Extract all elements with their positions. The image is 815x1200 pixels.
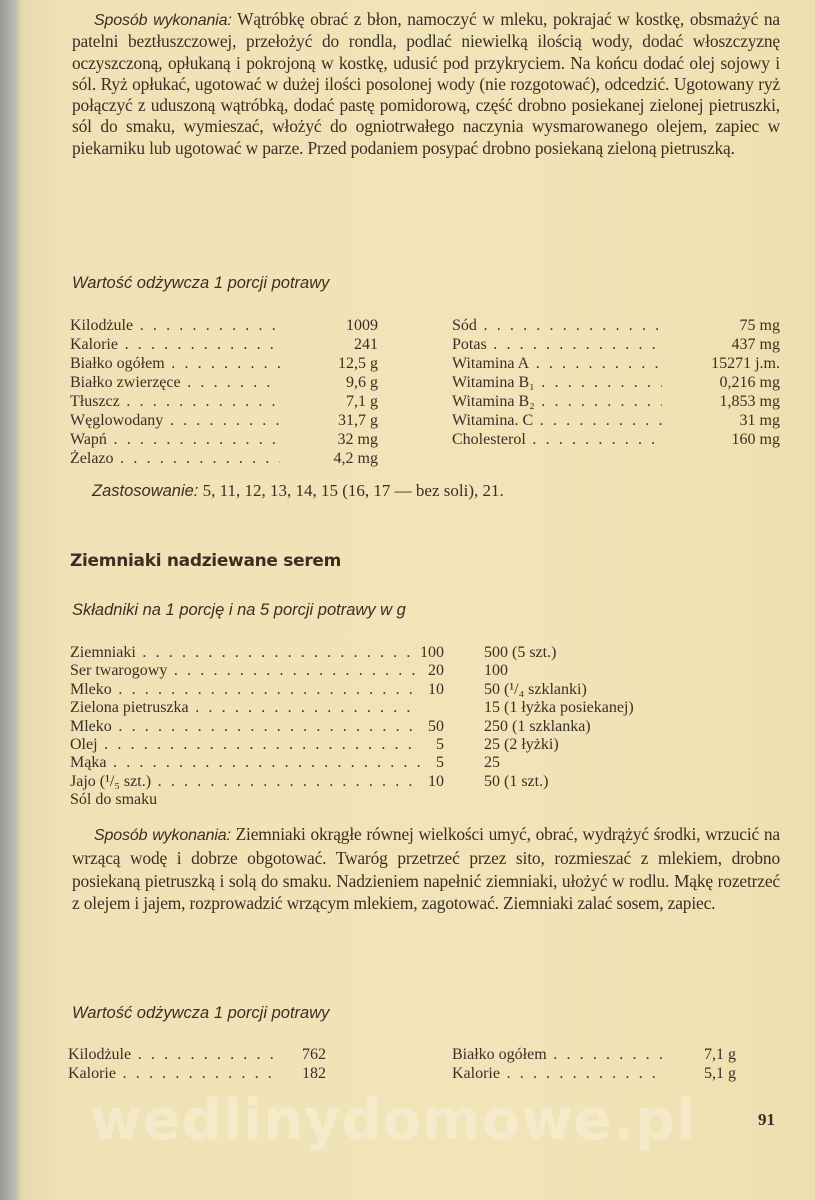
ingredients-heading: Składniki na 1 porcję i na 5 porcji potrawy w g — [72, 601, 406, 619]
method-text: Ziemniaki okrągłe równej wielkości umyć, obrać, wydrążyć środki, wrzucić na wrzącą wodę i dobrze obgotować. Twaróg przetrzeć przez sito, rozmieszać z mlekiem, drobno posiekaną pietruszką i solą do smaku. Nadzieniem napełnić ziemniaki, ułożyć w rodlu. Mąkę rozetrzeć z olejem i jajem, rozprowadzić wrzącym mlekiem, zagotować. Ziemniaki zalać sosem, zapiec. — [72, 824, 780, 913]
ingredient-name: Mąka . . . — [70, 754, 420, 772]
ingredient-one-portion: 5 — [436, 754, 444, 772]
ingredient-one-portion: 20 — [428, 662, 444, 680]
ingredient-row — [70, 681, 710, 699]
nutrition-row — [452, 354, 780, 373]
nutrient-value: 4,2 mg — [333, 450, 378, 467]
nutrition-row — [70, 392, 380, 411]
nutrient-name: Witamina. C . . . — [452, 411, 662, 430]
nutrient-value: 437 mg — [731, 336, 780, 353]
nutrient-value: 31 mg — [739, 412, 780, 429]
ingredient-row — [70, 773, 710, 791]
nutrient-value: 160 mg — [731, 431, 780, 448]
nutrition-row — [70, 354, 380, 373]
nutrition-row — [452, 392, 780, 411]
ingredient-one-portion — [420, 699, 444, 717]
nutrition-row — [452, 316, 780, 335]
watermark: wedlinydomowe.pl — [90, 1088, 697, 1153]
nutrient-value: 182 — [302, 1065, 326, 1082]
ingredient-five-portions: 500 (5 szt.) — [484, 644, 557, 661]
nutrient-value: 1,853 mg — [719, 393, 780, 410]
nutrient-value: 15271 j.m. — [711, 355, 780, 372]
nutrition-row — [70, 430, 380, 449]
recipe-title: Ziemniaki nadziewane serem — [70, 551, 342, 571]
nutrient-name: Kilodżule . . . — [70, 316, 280, 335]
nutrition-row — [70, 316, 380, 335]
ingredient-five-portions: 250 (1 szklanka) — [484, 717, 591, 735]
nutrient-value: 241 — [354, 336, 378, 353]
recipe1-method — [72, 9, 780, 159]
ingredient-row — [70, 662, 710, 680]
ingredient-row — [70, 754, 710, 772]
ingredient-name: Olej . . . — [70, 736, 420, 754]
nutrient-name: Sód . . . — [452, 316, 662, 335]
nutrient-value: 75 mg — [739, 317, 780, 334]
ingredient-row — [70, 699, 710, 717]
nutrient-value: 12,5 g — [338, 355, 378, 372]
ingredient-name: Jajo (¹/₅ szt.) . . . — [70, 773, 420, 791]
nutrition-row — [68, 1064, 326, 1083]
nutrient-name: Żelazo . . . — [70, 449, 280, 468]
ingredient-five-portions: 50 (¹/₄ szklanki) — [484, 680, 587, 698]
nutrition-heading-2: Wartość odżywcza 1 porcji potrawy — [72, 1004, 330, 1022]
ingredient-one-portion: 10 — [428, 772, 444, 790]
ingredient-one-portion: 50 — [428, 717, 444, 735]
nutrition-row — [68, 1045, 326, 1064]
nutrition-row — [70, 449, 380, 468]
nutrition-row — [452, 430, 780, 449]
nutrient-value: 9,6 g — [346, 374, 378, 391]
nutrient-name: Kilodżule . . . — [68, 1045, 276, 1064]
usage-line — [92, 481, 504, 501]
nutrient-name: Kalorie . . . — [68, 1064, 276, 1083]
nutrition-row — [70, 411, 380, 430]
ingredient-one-portion: 100 — [420, 644, 444, 661]
ingredient-five-portions: 25 — [484, 754, 500, 772]
nutrient-name: Tłuszcz . . . — [70, 392, 280, 411]
salt-line: Sól do smaku — [70, 791, 158, 809]
nutrition-row — [70, 373, 380, 392]
nutrient-name: Witamina B₂ . . . — [452, 392, 662, 411]
nutrient-value: 7,1 g — [346, 393, 378, 410]
nutrition-row — [452, 335, 780, 354]
nutrient-value: 32 mg — [337, 431, 378, 448]
nutrition-table-right — [452, 316, 780, 449]
ingredient-one-portion: 10 — [428, 680, 444, 698]
nutrient-name: Białko zwierzęce . . . — [70, 373, 280, 392]
method-label: Sposób wykonania: — [94, 12, 232, 29]
nutrition-heading: Wartość odżywcza 1 porcji potrawy — [72, 274, 330, 292]
nutrient-value: 31,7 g — [338, 412, 378, 429]
recipe2-method — [72, 823, 780, 914]
usage-label: Zastosowanie: — [92, 482, 199, 500]
ingredient-five-portions: 100 — [484, 662, 508, 680]
ingredient-name: Mleko . . . — [70, 681, 420, 699]
nutrient-name: Kalorie . . . — [70, 335, 280, 354]
ingredient-five-portions: 50 (1 szt.) — [484, 772, 549, 790]
method-label: Sposób wykonania: — [94, 827, 231, 844]
nutrition2-table-left — [68, 1045, 326, 1083]
nutrient-value: 5,1 g — [704, 1065, 736, 1082]
nutrient-value: 7,1 g — [704, 1046, 736, 1063]
nutrient-name: Cholesterol . . . — [452, 430, 662, 449]
ingredient-name: Zielona pietruszka . . . — [70, 699, 420, 717]
ingredient-one-portion: 5 — [436, 735, 444, 753]
nutrition-row — [452, 373, 780, 392]
ingredient-five-portions: 15 (1 łyżka posiekanej) — [484, 699, 634, 717]
ingredient-five-portions: 25 (2 łyżki) — [484, 735, 559, 753]
nutrition-row — [452, 1064, 736, 1083]
nutrient-value: 762 — [302, 1046, 326, 1063]
nutrient-name: Kalorie . . . — [452, 1064, 662, 1083]
nutrient-value: 1009 — [346, 317, 378, 334]
nutrient-name: Witamina B₁ . . . — [452, 373, 662, 392]
nutrient-name: Witamina A . . . — [452, 354, 662, 373]
nutrition-row — [452, 411, 780, 430]
ingredient-name: Ziemniaki . . . — [70, 644, 420, 662]
nutrition-row — [452, 1045, 736, 1064]
nutrient-name: Potas . . . — [452, 335, 662, 354]
nutrient-name: Węglowodany . . . — [70, 411, 280, 430]
page-number: 91 — [758, 1110, 775, 1129]
usage-text: 5, 11, 12, 13, 14, 15 (16, 17 — bez soli), 21. — [202, 481, 504, 500]
method-text: Wątróbkę obrać z błon, namoczyć w mleku, pokrajać w kostkę, obsmażyć na patelni beztłuszczowej, przełożyć do rondla, podlać niewielką ilością wody, dodać włoszczyznę oczyszczoną, opłukaną i pokrojoną w kostkę, udusić pod przykryciem. Na końcu dodać olej sojowy i sól. Ryż opłukać, ugotować w dużej ilości posolonej wody (nie rozgotować), odcedzić. Ugotowany ryż połączyć z uduszoną wątróbką, dodać pastę pomidorową, część drobno posiekanej zielonej pietruszki, sól do smaku, wymieszać, włożyć do ogniotrwałego naczynia wysmarowanego olejem, zapiec w piekarniku lub ugotować w parze. Przed podaniem posypać drobno posiekaną zieloną pietruszką. — [72, 9, 780, 158]
nutrition-table-left — [70, 316, 380, 468]
nutrition-row — [70, 335, 380, 354]
nutrient-value: 0,216 mg — [719, 374, 780, 391]
nutrition2-table-right — [452, 1045, 736, 1083]
nutrient-name: Białko ogółem . . . — [452, 1045, 662, 1064]
ingredient-row — [70, 644, 710, 662]
ingredient-row — [70, 736, 710, 754]
nutrient-name: Białko ogółem . . . — [70, 354, 280, 373]
ingredients-table — [70, 644, 710, 810]
nutrient-name: Wapń . . . — [70, 430, 280, 449]
ingredient-name: Mleko . . . — [70, 718, 420, 736]
ingredient-row — [70, 718, 710, 736]
ingredient-name: Ser twarogowy . . . — [70, 662, 420, 680]
